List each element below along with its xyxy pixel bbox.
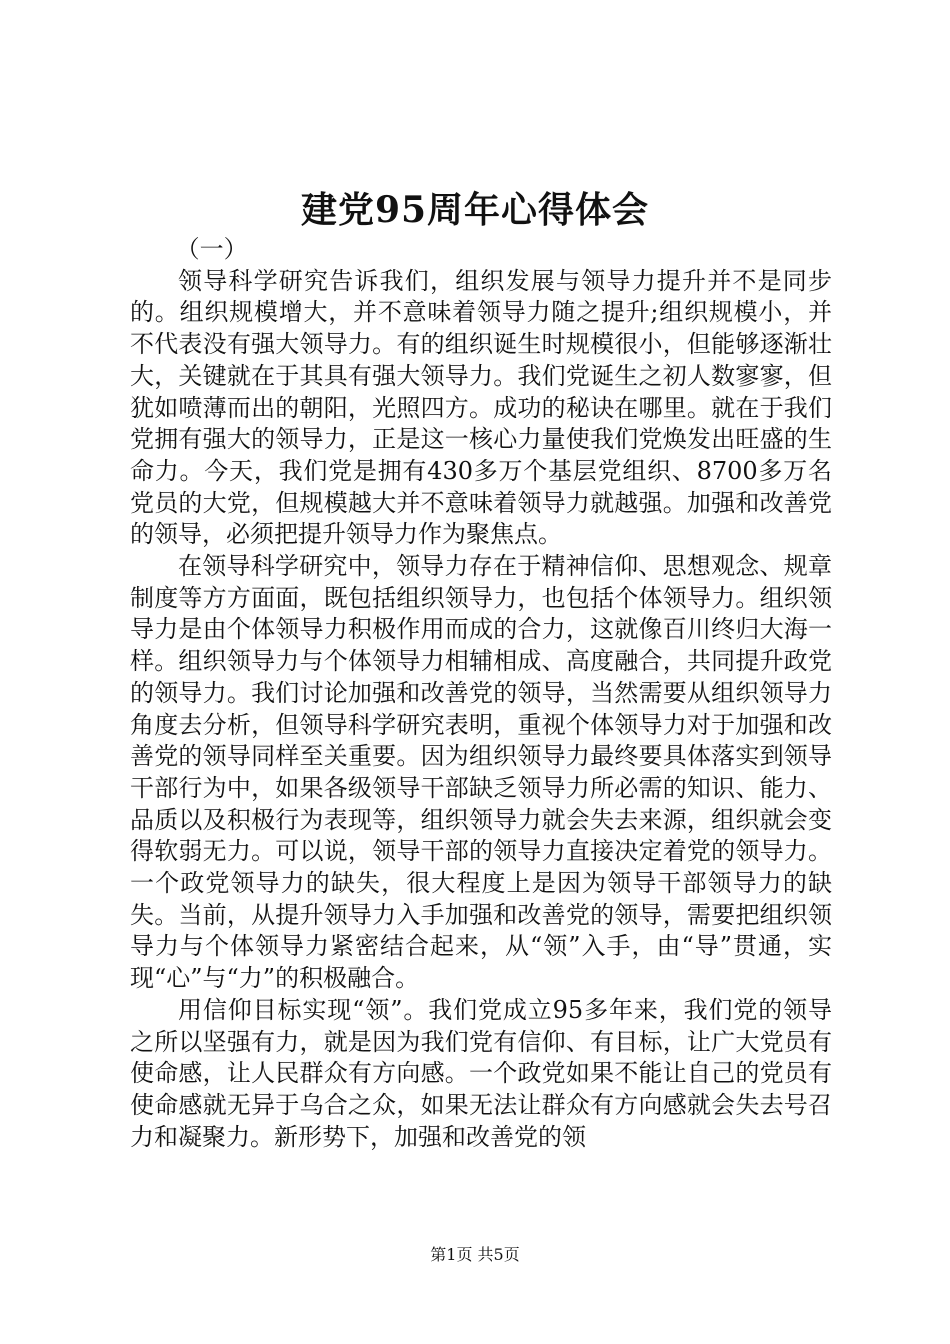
document-title: 建党95周年心得体会 xyxy=(300,189,650,231)
paragraph: 用信仰目标实现“领”。我们党成立95多年来，我们党的领导之所以坚强有力，就是因为我们党有信仰、有目标，让广大党员有使命感，让人民群众有方向感。一个政党如果不能让自己的党员有使命感就无异于乌合之众，如果无法让群众有方向感就会失去号召力和凝聚力。新形势下，加强和改善党的领 xyxy=(130,995,832,1151)
document-body xyxy=(130,234,832,1153)
paragraph: 在领导科学研究中，领导力存在于精神信仰、思想观念、规章制度等方方面面，既包括组织领导力，也包括个体领导力。组织领导力是由个体领导力积极作用而成的合力，这就像百川终归大海一样。组织领导力与个体领导力相辅相成、高度融合，共同提升政党的领导力。我们讨论加强和改善党的领导，当然需要从组织领导力角度去分析，但领导科学研究表明，重视个体领导力对于加强和改善党的领导同样至关重要。因为组织领导力最终要具体落实到领导干部行为中，如果各级领导干部缺乏领导力所必需的知识、能力、品质以及积极行为表现等，组织领导力就会失去来源，组织就会变得软弱无力。可以说，领导干部的领导力直接决定着党的领导力。一个政党领导力的缺失，很大程度上是因为领导干部领导力的缺失。当前，从提升领导力入手加强和改善党的领导，需要把组织领导力与个体领导力紧密结合起来，从“领”入手，由“导”贯通，实现“心”与“力”的积极融合。 xyxy=(130,552,832,993)
paragraph: 领导科学研究告诉我们，组织发展与领导力提升并不是同步的。组织规模增大，并不意味着领导力随之提升;组织规模小，并不代表没有强大领导力。有的组织诞生时规模很小，但能够逐渐壮大，关键就在于其具有强大领导力。我们党诞生之初人数寥寥，但犹如喷薄而出的朝阳，光照四方。成功的秘诀在哪里。就在于我们党拥有强大的领导力，正是这一核心力量使我们党焕发出旺盛的生命力。今天，我们党是拥有430多万个基层党组织、8700多万名党员的大党，但规模越大并不意味着领导力就越强。加强和改善党的领导，必须把提升领导力作为聚焦点。 xyxy=(130,266,832,549)
page-footer: 第1页 共5页 xyxy=(430,1245,520,1264)
section-number: （一） xyxy=(175,235,248,263)
